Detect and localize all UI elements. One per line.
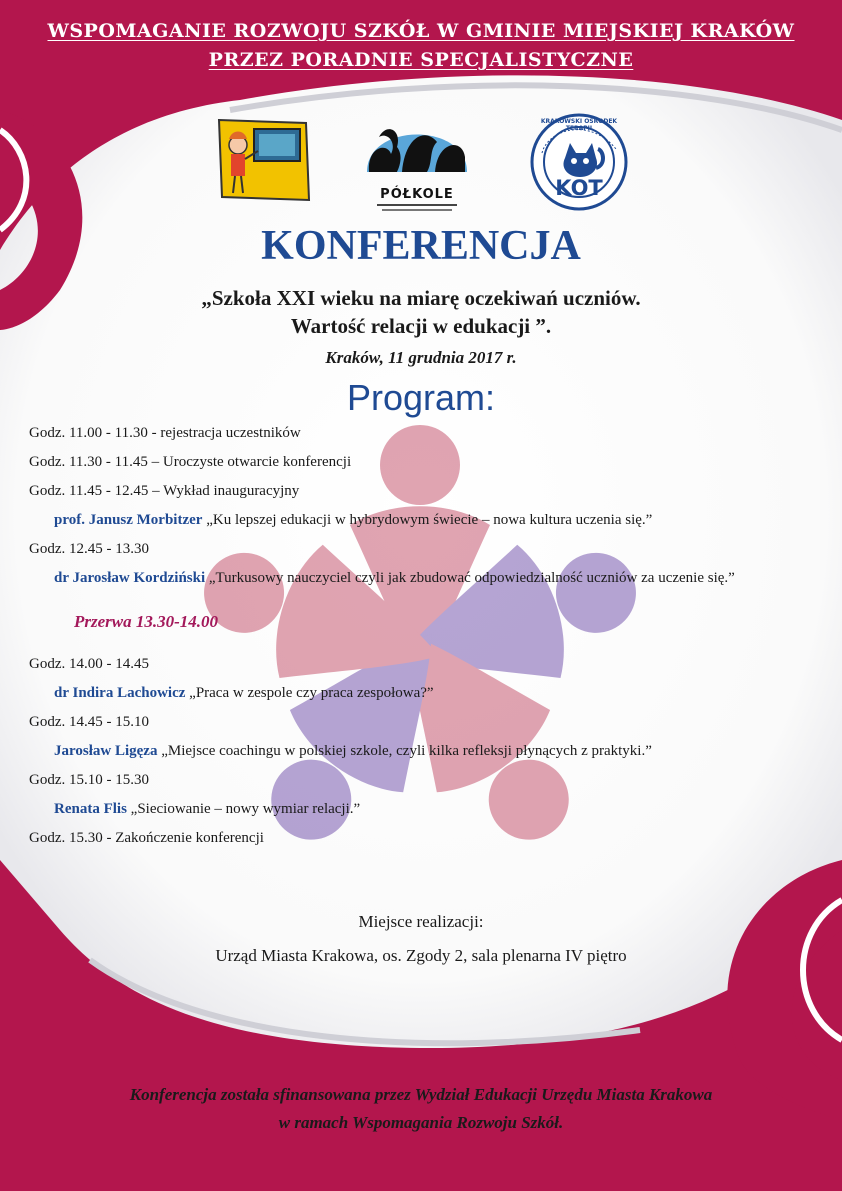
- program-heading: Program:: [346, 377, 496, 418]
- header-line-1: WSPOMAGANIE ROZWOJU SZKÓŁ W GMINIE MIEJSKIEJ KRAKÓW: [47, 20, 795, 42]
- schedule-talk-line: [54, 570, 735, 587]
- speaker-name: dr Jarosław Kordziński: [54, 570, 206, 586]
- talk-title: „Ku lepszej edukacji w hybrydowym świecie – nowa kultura uczenia się.”: [202, 512, 653, 528]
- footer-line-1: Konferencja została sfinansowana przez Wydział Edukacji Urzędu Miasta Krakowa: [129, 1085, 713, 1104]
- speaker-name: prof. Janusz Morbitzer: [54, 512, 203, 528]
- schedule-time-line: Godz. 11.30 - 11.45 – Uroczyste otwarcie konferencji: [29, 454, 352, 470]
- schedule-talk-line: [54, 801, 360, 818]
- schedule-time-line: Godz. 15.10 - 15.30: [29, 772, 149, 788]
- footer-line-2: w ramach Wspomagania Rozwoju Szkół.: [278, 1113, 564, 1132]
- schedule-time-line: Godz. 14.45 - 15.10: [29, 714, 149, 730]
- speaker-name: dr Indira Lachowicz: [54, 685, 186, 701]
- subtitle-line-1: „Szkoła XXI wieku na miarę oczekiwań uczniów.: [201, 286, 641, 310]
- kot-name: KOT: [555, 176, 603, 200]
- polkole-name: PÓŁKOLE: [380, 187, 454, 202]
- talk-title: „Turkusowy nauczyciel czyli jak zbudować odpowiedzialność uczniów za uczenie się.”: [205, 570, 735, 586]
- talk-title: „Praca w zespole czy praca zespołowa?”: [185, 685, 434, 701]
- schedule-time-line: Godz. 15.30 - Zakończenie konferencji: [29, 830, 264, 846]
- schedule-time-line: Godz. 11.00 - 11.30 - rejestracja uczestników: [29, 425, 301, 441]
- schedule-time-line: Godz. 14.00 - 14.45: [29, 656, 149, 672]
- talk-title: „Sieciowanie – nowy wymiar relacji.”: [126, 801, 361, 817]
- kot-ring-text: KRAKOWSKI OŚRODEK TERAPII: [540, 118, 618, 132]
- schedule-time-line: Godz. 11.45 - 12.45 – Wykład inauguracyjny: [29, 483, 300, 499]
- polkole-logo: [357, 112, 477, 212]
- venue-label: Miejsce realizacji:: [358, 912, 484, 931]
- talk-title: „Miejsce coachingu w polskiej szkole, czyli kilka refleksji płynących z praktyki.”: [157, 743, 652, 759]
- venue-address: Urząd Miasta Krakowa, os. Zgody 2, sala plenarna IV piętro: [215, 946, 627, 965]
- speaker-name: Jarosław Ligęza: [54, 743, 158, 759]
- schedule-talk-line: [54, 685, 434, 702]
- teacher-logo: [214, 115, 314, 205]
- break-label: Przerwa 13.30-14.00: [74, 612, 219, 631]
- schedule-talk-line: [54, 512, 652, 529]
- header-line-2: PRZEZ PORADNIE SPECJALISTYCZNE: [208, 49, 634, 71]
- speaker-name: Renata Flis: [54, 801, 127, 817]
- event-date: Kraków, 11 grudnia 2017 r.: [325, 348, 517, 367]
- schedule-time-line: Godz. 12.45 - 13.30: [29, 541, 149, 557]
- schedule-talk-line: [54, 743, 652, 760]
- kot-logo: [530, 113, 628, 211]
- conference-title: KONFERENCJA: [261, 223, 581, 269]
- subtitle-line-2: Wartość relacji w edukacji ”.: [290, 314, 552, 338]
